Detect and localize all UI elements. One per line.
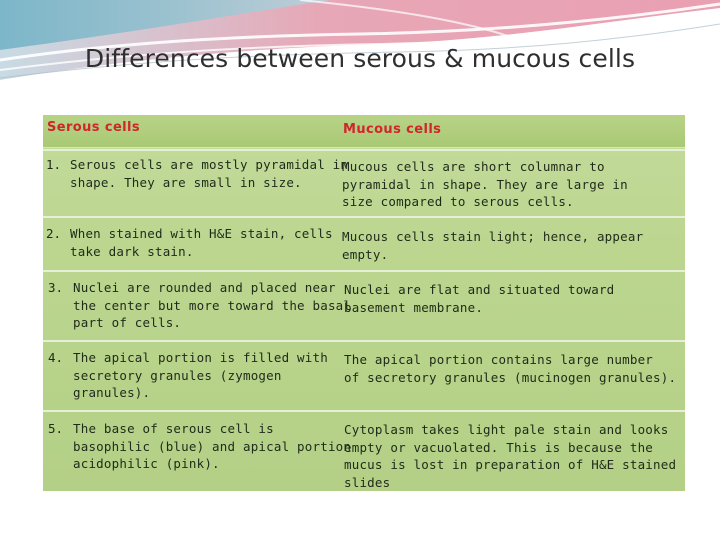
cell-line: Nuclei are flat and situated toward — [344, 282, 615, 297]
header-mucous: Mucous cells — [343, 122, 442, 137]
table-row — [43, 410, 685, 491]
cell-line: size compared to serous cells. — [342, 194, 574, 209]
row-number: 3. — [48, 280, 64, 295]
cell-line: empty or vacuolated. This is because the — [344, 439, 654, 455]
cell-line: take dark stain. — [70, 243, 194, 259]
cell-line: part of cells. — [73, 315, 182, 330]
comparison-table — [43, 115, 685, 491]
cell-line: basement membrane. — [344, 299, 484, 315]
serous-cell — [73, 279, 351, 332]
row-number: 1. — [46, 157, 62, 172]
mucous-cell — [342, 158, 628, 211]
cell-line: basophilic (blue) and apical portion — [73, 438, 352, 454]
table-header-row — [43, 115, 685, 148]
serous-cell — [70, 225, 333, 260]
cell-line: of secretory granules (mucinogen granules). — [344, 369, 677, 385]
serous-cell — [70, 156, 348, 191]
table-row — [43, 270, 685, 341]
row-number: 4. — [48, 350, 64, 365]
table-row — [43, 149, 685, 217]
cell-line: Serous cells are mostly pyramidal in — [70, 157, 349, 172]
cell-line: empty. — [342, 246, 389, 262]
cell-line: When stained with H&E stain, cells — [70, 226, 333, 241]
cell-line: Mucous cells stain light; hence, appear — [342, 229, 644, 244]
cell-line: The apical portion is filled with — [73, 350, 328, 365]
cell-line: Cytoplasm takes light pale stain and looks — [344, 422, 669, 437]
serous-cell — [73, 349, 328, 402]
table-row — [43, 216, 685, 270]
cell-line: granules). — [73, 385, 151, 400]
row-number: 5. — [48, 421, 64, 436]
cell-line: mucus is lost in preparation of H&E stained — [344, 457, 677, 472]
mucous-cell — [344, 281, 614, 316]
cell-line: The base of serous cell is — [73, 421, 274, 436]
cell-line: slides — [344, 474, 391, 490]
header-serous: Serous cells — [47, 120, 141, 135]
table-row — [43, 340, 685, 410]
mucous-cell — [344, 351, 676, 386]
cell-line: acidophilic (pink). — [73, 456, 220, 471]
mucous-cell — [342, 228, 643, 263]
cell-line: shape. They are small in size. — [70, 174, 302, 190]
cell-line: pyramidal in shape. They are large in — [342, 176, 628, 192]
cell-line: secretory granules (zymogen — [73, 367, 282, 383]
row-number: 2. — [46, 226, 62, 241]
mucous-cell — [344, 421, 676, 491]
cell-line: The apical portion contains large number — [344, 352, 654, 367]
cell-line: Mucous cells are short columnar to — [342, 159, 605, 174]
page-title: Differences between serous & mucous cells — [84, 44, 636, 73]
serous-cell — [73, 420, 351, 473]
cell-line: Nuclei are rounded and placed near — [73, 280, 336, 295]
cell-line: the center but more toward the basal — [73, 297, 352, 313]
